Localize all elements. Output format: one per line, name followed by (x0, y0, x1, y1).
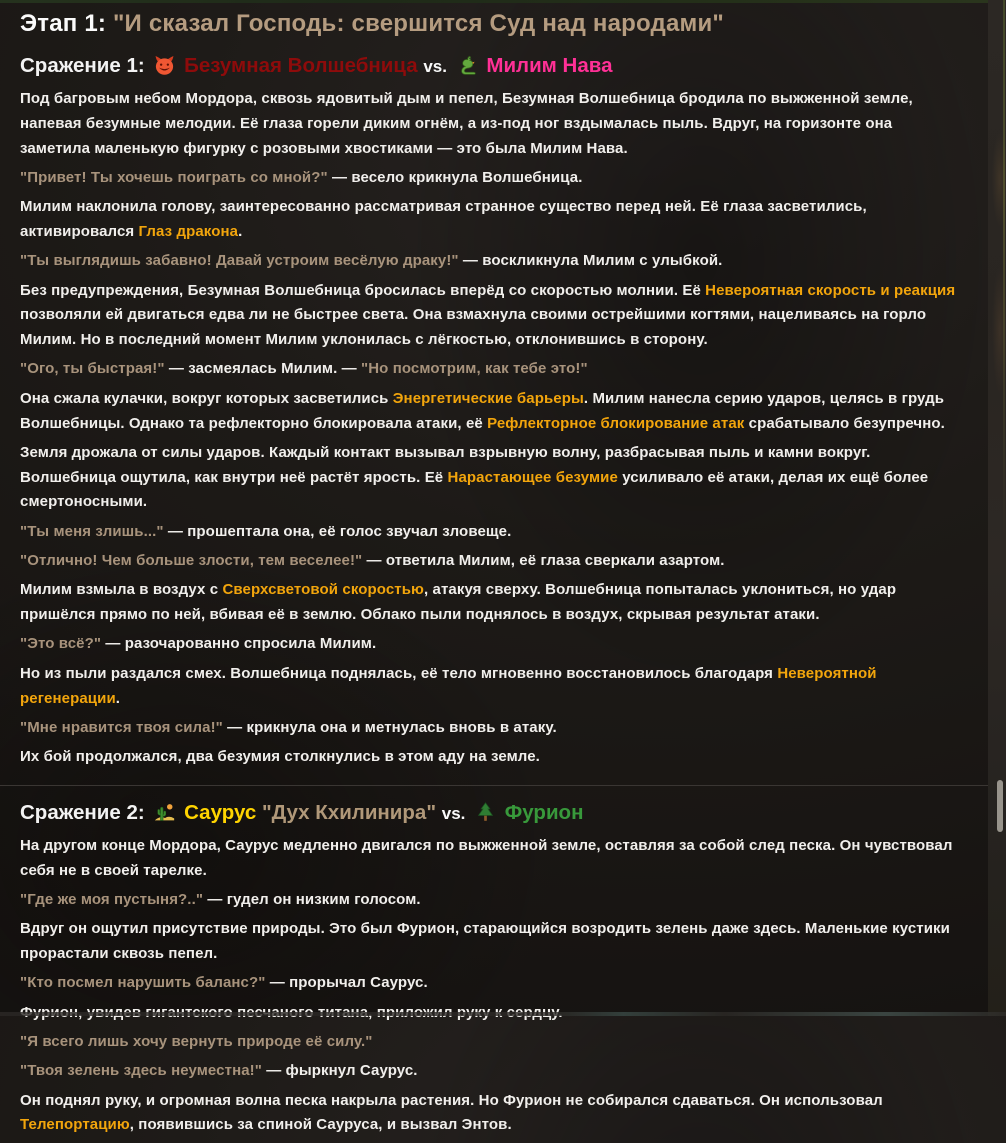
story-text: — весело крикнула Волшебница. (327, 168, 583, 186)
ability-term: Рефлекторное блокирование атак (487, 414, 745, 432)
story-paragraph (20, 441, 962, 515)
story-paragraph (20, 745, 962, 770)
ability-term: Глаз дракона (138, 222, 239, 240)
story-paragraph (20, 166, 962, 191)
story-text: — гудел он низким голосом. (203, 891, 421, 909)
story-text: Земля дрожала от силы ударов. Каждый контакт вызывал взрывную волну, разбрасывая пыль и камни вокруг. Волшебница ощутила, как внутри неё растёт ярость. Её (20, 443, 871, 486)
story-paragraph (20, 578, 962, 628)
battle-heading (20, 52, 962, 81)
story-text: . (238, 222, 243, 240)
bottom-edge-strip (0, 1012, 1006, 1016)
story-text: — фыркнул Саурус. (261, 1062, 418, 1080)
dialogue-quote: "Твоя зелень здесь неуместна!" (20, 1062, 262, 1080)
dialogue-quote: "Ого, ты быстрая!" (20, 360, 165, 378)
section-divider (0, 785, 1006, 786)
story-text: Но из пыли раздался смех. Волшебница поднялась, её тело мгновенно восстановилось благодаря (20, 664, 778, 682)
fighter-name: Фурион (504, 800, 584, 824)
story-paragraph (20, 662, 962, 712)
dialogue-quote: "Ты меня злишь..." (20, 522, 164, 540)
vs-label: vs. (441, 803, 466, 823)
story-paragraph (20, 1059, 962, 1084)
ability-term: Невероятная скорость и реакция (705, 281, 956, 299)
story-paragraph (20, 834, 962, 884)
story-paragraph (20, 357, 962, 382)
story-paragraph (20, 279, 962, 353)
dialogue-quote: "Это всё?" (20, 635, 102, 653)
scrollbar-thumb[interactable] (997, 780, 1003, 832)
fighter-name: Безумная Волшебница (184, 54, 418, 77)
ability-term: Нарастающее безумие (447, 468, 618, 486)
fighter-epithet: "Дух Кхилинира" (261, 800, 437, 824)
battles (20, 52, 962, 1138)
story-paragraph (20, 716, 962, 741)
story-paragraph (20, 249, 962, 274)
dialogue-quote: "Но посмотрим, как тебе это!" (361, 360, 588, 378)
battle-label: Сражение 1: (20, 54, 145, 77)
story-paragraph (20, 917, 962, 967)
story-content (0, 3, 1006, 1143)
dialogue-quote: "Ты выглядишь забавно! Давай устроим весёлую драку!" (20, 252, 459, 270)
story-paragraph (20, 1030, 962, 1055)
story-text: . Милим нанесла серию ударов, целясь в грудь Волшебницы. Однако та рефлекторно блокировала атаки, её (20, 389, 945, 432)
story-text: — прорычал Саурус. (265, 974, 428, 992)
ability-term: Энергетические барьеры (392, 389, 584, 407)
story-paragraph (20, 195, 962, 245)
story-paragraph (20, 549, 962, 574)
story-text: , появившись за спиной Сауруса, и вызвал Энтов. (129, 1116, 512, 1134)
fighter-name: Саурус (184, 800, 257, 824)
story-text: Их бой продолжался, два безумия столкнулись в этом аду на земле. (20, 748, 540, 766)
dialogue-quote: "Мне нравится твоя сила!" (20, 718, 223, 736)
story-text: Под багровым небом Мордора, сквозь ядовитый дым и пепел, Безумная Волшебница бродила по выжженной земле, напевая безумные мелодии. Её глаза горели диким огнём, а из-под ног вздымалась пыль. Вдруг, на горизонте она заметила маленькую фигурку с розовыми хвостиками — это была Милим Нава. (20, 90, 913, 157)
story-text: — разочарованно спросила Милим. (101, 635, 377, 653)
story-paragraph (20, 888, 962, 913)
devil-icon (154, 55, 175, 76)
story-text: позволяли ей двигаться едва ли не быстрее света. Она взмахнула своими острейшими когтями, нацеливаясь на горло Милим. Но в последний момент Милим уклонилась с лёгкостью, отклонившись в сторону. (20, 306, 927, 349)
desert-icon (154, 802, 175, 823)
story-text: срабатывало безупречно. (744, 414, 945, 432)
background-edge (988, 0, 1006, 1016)
story-text: — засмеялась Милим. — (164, 360, 362, 378)
dialogue-quote: "Привет! Ты хочешь поиграть со мной?" (20, 168, 328, 186)
story-text: Вдруг он ощутил присутствие природы. Это был Фурион, старающийся возродить зелень даже здесь. Маленькие кустики прорастали сквозь пепел. (20, 920, 950, 963)
story-text: Он поднял руку, и огромная волна песка накрыла растения. Но Фурион не собирался сдаваться. Он использовал (20, 1091, 883, 1109)
story-paragraph (20, 632, 962, 657)
dialogue-quote: "Отлично! Чем больше злости, тем веселее!" (20, 552, 363, 570)
story-text: Милим взмыла в воздух с (20, 581, 223, 599)
dialogue-quote: "Я всего лишь хочу вернуть природе её силу." (20, 1033, 373, 1050)
story-paragraph (20, 520, 962, 545)
story-text: . (115, 689, 121, 707)
dragon-icon (457, 55, 478, 76)
ability-term: Сверхсветовой скоростью (222, 581, 424, 599)
story-text: Она сжала кулачки, вокруг которых засветились (20, 389, 393, 407)
story-text: усиливало её атаки, делая их ещё более смертоносными. (20, 468, 929, 511)
stage-title-label: Этап 1: (20, 10, 107, 37)
dialogue-quote: "Кто посмел нарушить баланс?" (20, 974, 266, 992)
tree-icon (475, 802, 496, 823)
dialogue-quote: "Где же моя пустыня?.." (20, 891, 204, 909)
battle-heading (20, 799, 962, 828)
stage-title (20, 9, 962, 39)
story-text: На другом конце Мордора, Саурус медленно двигался по выжженной земле, оставляя за собой след песка. Он чувствовал себя не в своей тарелке. (20, 836, 953, 879)
vs-label: vs. (423, 57, 447, 76)
battle-label: Сражение 2: (20, 800, 145, 824)
story-text: — крикнула она и метнулась вновь в атаку. (222, 718, 557, 736)
story-text: , атакуя сверху. Волшебница попыталась уклониться, но удар пришёлся прямо по ней, вбивая её в землю. Облако пыли поднялось в воздух, скрывая результат атаки. (20, 581, 897, 624)
story-paragraph (20, 971, 962, 996)
ability-term: Телепортацию (20, 1116, 130, 1134)
story-text: — ответила Милим, её глаза сверкали азартом. (362, 552, 725, 570)
story-paragraph (20, 87, 962, 161)
ability-term: Невероятной регенерации (20, 664, 877, 707)
story-text: Милим наклонила голову, заинтересованно рассматривая странное существо перед ней. Её глаза засветились, активировался (20, 198, 867, 240)
story-paragraph (20, 1089, 962, 1139)
stage-title-quote: "И сказал Господь: свершится Суд над народами" (112, 10, 724, 37)
story-text: — воскликнула Милим с улыбкой. (458, 252, 723, 270)
fighter-name: Милим Нава (486, 54, 613, 77)
story-paragraph (20, 387, 962, 437)
story-text: — прошептала она, её голос звучал зловеще. (163, 522, 512, 540)
story-text: Без предупреждения, Безумная Волшебница бросилась вперёд со скоростью молнии. Её (20, 281, 706, 299)
